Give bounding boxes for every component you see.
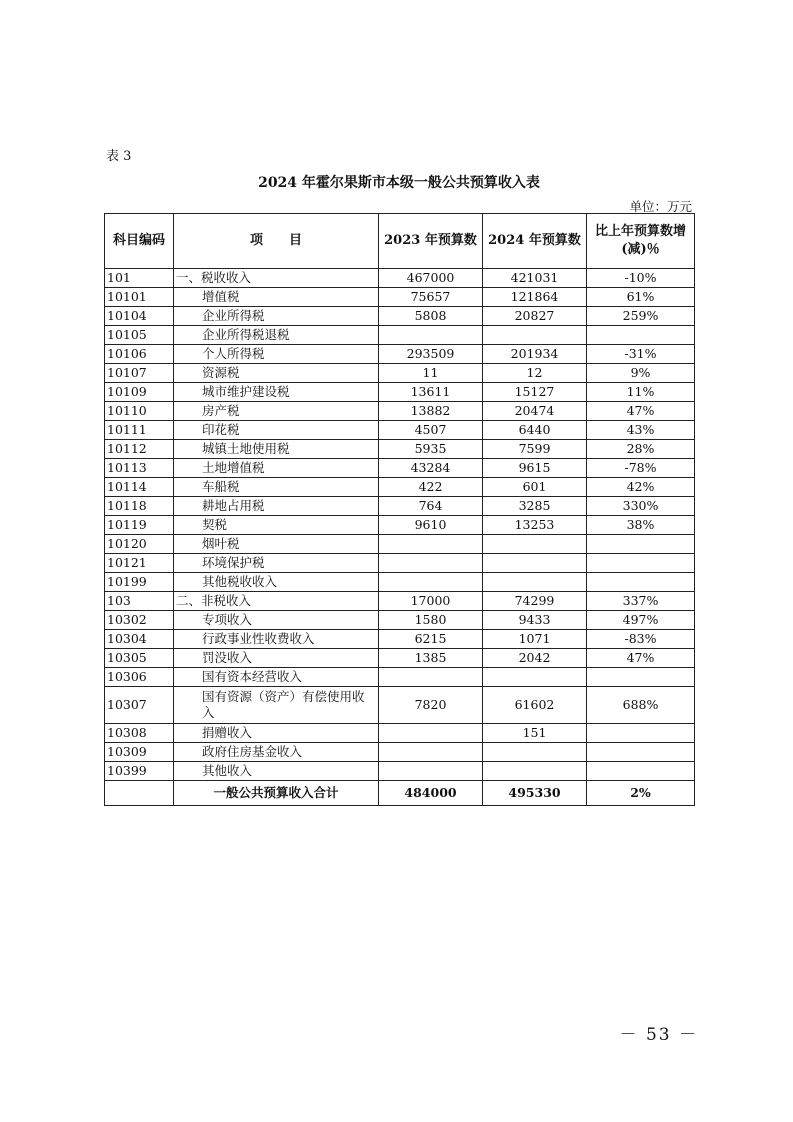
change-cell: -78%	[587, 459, 695, 478]
budget-2023-cell: 13611	[379, 383, 483, 402]
change-cell	[587, 724, 695, 743]
code-cell: 10109	[105, 383, 174, 402]
budget-2023-cell: 17000	[379, 592, 483, 611]
budget-2024-cell: 9615	[483, 459, 587, 478]
budget-2023-cell: 7820	[379, 687, 483, 724]
item-cell: 车船税	[174, 478, 379, 497]
change-cell: 38%	[587, 516, 695, 535]
code-cell: 10307	[105, 687, 174, 724]
table-row	[105, 440, 695, 459]
table-row	[105, 497, 695, 516]
budget-2023-cell: 13882	[379, 402, 483, 421]
code-cell: 10199	[105, 573, 174, 592]
table-row	[105, 364, 695, 383]
table-row	[105, 307, 695, 326]
table-row	[105, 326, 695, 345]
item-cell: 环境保护税	[174, 554, 379, 573]
budget-2023-cell: 293509	[379, 345, 483, 364]
budget-2024-cell: 421031	[483, 269, 587, 288]
code-cell: 103	[105, 592, 174, 611]
budget-2023-cell: 5935	[379, 440, 483, 459]
change-cell	[587, 762, 695, 781]
budget-2023-cell	[379, 554, 483, 573]
code-cell: 10110	[105, 402, 174, 421]
code-cell: 10111	[105, 421, 174, 440]
budget-2023-cell: 422	[379, 478, 483, 497]
budget-revenue-table	[104, 213, 695, 806]
change-cell: 259%	[587, 307, 695, 326]
item-cell: 土地增值税	[174, 459, 379, 478]
budget-2023-cell	[379, 724, 483, 743]
code-cell: 10114	[105, 478, 174, 497]
code-cell: 10119	[105, 516, 174, 535]
change-cell: 47%	[587, 649, 695, 668]
table-row	[105, 402, 695, 421]
change-cell: 337%	[587, 592, 695, 611]
budget-2023-cell: 11	[379, 364, 483, 383]
change-cell: 688%	[587, 687, 695, 724]
header-change-percent: 比上年预算数增(减)％	[587, 214, 695, 269]
item-cell: 烟叶税	[174, 535, 379, 554]
code-cell: 10118	[105, 497, 174, 516]
change-cell: 9%	[587, 364, 695, 383]
change-cell: 497%	[587, 611, 695, 630]
table-row	[105, 459, 695, 478]
header-budget-2024: 2024 年预算数	[483, 214, 587, 269]
budget-2024-cell	[483, 668, 587, 687]
code-cell: 10309	[105, 743, 174, 762]
item-cell: 行政事业性收费收入	[174, 630, 379, 649]
table-row	[105, 592, 695, 611]
code-cell: 10104	[105, 307, 174, 326]
budget-2024-cell: 3285	[483, 497, 587, 516]
code-cell: 10105	[105, 326, 174, 345]
item-cell: 其他收入	[174, 762, 379, 781]
header-budget-2023: 2023 年预算数	[379, 214, 483, 269]
item-cell: 增值税	[174, 288, 379, 307]
table-label: 表 3	[106, 149, 132, 164]
code-cell: 10304	[105, 630, 174, 649]
item-cell: 印花税	[174, 421, 379, 440]
budget-2024-cell: 201934	[483, 345, 587, 364]
change-cell: -10%	[587, 269, 695, 288]
budget-2024-cell: 20474	[483, 402, 587, 421]
budget-2024-cell: 13253	[483, 516, 587, 535]
total-label: 一般公共预算收入合计	[174, 781, 379, 806]
budget-2024-cell: 15127	[483, 383, 587, 402]
item-cell: 企业所得税退税	[174, 326, 379, 345]
code-cell: 10112	[105, 440, 174, 459]
table-row	[105, 573, 695, 592]
change-cell: 61%	[587, 288, 695, 307]
budget-2023-cell	[379, 743, 483, 762]
table-row	[105, 611, 695, 630]
budget-2024-cell: 74299	[483, 592, 587, 611]
table-row	[105, 345, 695, 364]
table-title: 2024 年霍尔果斯市本级一般公共预算收入表	[258, 175, 540, 191]
code-cell: 10302	[105, 611, 174, 630]
table-row	[105, 687, 695, 724]
budget-2024-cell: 151	[483, 724, 587, 743]
table-row	[105, 762, 695, 781]
budget-2024-cell: 7599	[483, 440, 587, 459]
item-cell: 资源税	[174, 364, 379, 383]
table-row	[105, 724, 695, 743]
change-cell	[587, 554, 695, 573]
change-cell	[587, 535, 695, 554]
budget-2023-cell: 5808	[379, 307, 483, 326]
budget-2023-cell: 1385	[379, 649, 483, 668]
item-cell: 企业所得税	[174, 307, 379, 326]
item-cell: 城市维护建设税	[174, 383, 379, 402]
item-cell: 其他税收收入	[174, 573, 379, 592]
table-row	[105, 516, 695, 535]
item-cell: 专项收入	[174, 611, 379, 630]
table-header-row	[105, 214, 695, 269]
code-cell: 10120	[105, 535, 174, 554]
table-row	[105, 383, 695, 402]
total-2024: 495330	[483, 781, 587, 806]
budget-2024-cell	[483, 743, 587, 762]
code-cell: 10306	[105, 668, 174, 687]
budget-2024-cell: 601	[483, 478, 587, 497]
header-item: 项 目	[174, 214, 379, 269]
budget-2024-cell: 9433	[483, 611, 587, 630]
item-cell: 二、非税收入	[174, 592, 379, 611]
change-cell: 330%	[587, 497, 695, 516]
change-cell	[587, 743, 695, 762]
change-cell: 47%	[587, 402, 695, 421]
table-row	[105, 535, 695, 554]
unit-label: 单位：万元	[629, 199, 692, 214]
item-cell: 国有资本经营收入	[174, 668, 379, 687]
budget-2023-cell	[379, 535, 483, 554]
budget-2023-cell: 43284	[379, 459, 483, 478]
change-cell: -31%	[587, 345, 695, 364]
code-cell: 101	[105, 269, 174, 288]
budget-2024-cell: 20827	[483, 307, 587, 326]
budget-2024-cell	[483, 326, 587, 345]
table-row	[105, 743, 695, 762]
budget-2024-cell: 2042	[483, 649, 587, 668]
item-cell: 城镇土地使用税	[174, 440, 379, 459]
item-cell: 捐赠收入	[174, 724, 379, 743]
budget-2023-cell: 75657	[379, 288, 483, 307]
table-row	[105, 630, 695, 649]
budget-2024-cell: 61602	[483, 687, 587, 724]
code-cell: 10308	[105, 724, 174, 743]
total-row	[105, 781, 695, 806]
budget-2024-cell: 12	[483, 364, 587, 383]
budget-2024-cell	[483, 762, 587, 781]
code-cell: 10106	[105, 345, 174, 364]
code-cell: 10121	[105, 554, 174, 573]
budget-2024-cell	[483, 535, 587, 554]
budget-2023-cell: 764	[379, 497, 483, 516]
change-cell: -83%	[587, 630, 695, 649]
total-change: 2%	[587, 781, 695, 806]
budget-2024-cell	[483, 554, 587, 573]
change-cell: 43%	[587, 421, 695, 440]
budget-2023-cell: 1580	[379, 611, 483, 630]
table-row	[105, 421, 695, 440]
budget-2023-cell: 467000	[379, 269, 483, 288]
table-row	[105, 649, 695, 668]
table-row	[105, 478, 695, 497]
table-row	[105, 554, 695, 573]
budget-2023-cell	[379, 573, 483, 592]
code-cell: 10399	[105, 762, 174, 781]
change-cell	[587, 326, 695, 345]
total-2023: 484000	[379, 781, 483, 806]
change-cell	[587, 573, 695, 592]
budget-2024-cell	[483, 573, 587, 592]
item-cell: 一、税收收入	[174, 269, 379, 288]
change-cell	[587, 668, 695, 687]
item-cell: 个人所得税	[174, 345, 379, 364]
budget-2023-cell	[379, 326, 483, 345]
item-cell: 罚没收入	[174, 649, 379, 668]
budget-2023-cell: 9610	[379, 516, 483, 535]
table-row	[105, 269, 695, 288]
table-row	[105, 668, 695, 687]
budget-2024-cell: 1071	[483, 630, 587, 649]
budget-2023-cell	[379, 762, 483, 781]
budget-2023-cell: 6215	[379, 630, 483, 649]
change-cell: 11%	[587, 383, 695, 402]
item-cell: 耕地占用税	[174, 497, 379, 516]
header-subject-code: 科目编码	[105, 214, 174, 269]
budget-2024-cell: 121864	[483, 288, 587, 307]
item-cell: 契税	[174, 516, 379, 535]
change-cell: 42%	[587, 478, 695, 497]
code-cell: 10305	[105, 649, 174, 668]
budget-2023-cell: 4507	[379, 421, 483, 440]
total-code	[105, 781, 174, 806]
page-number: － 53 －	[619, 1025, 698, 1045]
item-cell: 政府住房基金收入	[174, 743, 379, 762]
budget-2024-cell: 6440	[483, 421, 587, 440]
change-cell: 28%	[587, 440, 695, 459]
budget-2023-cell	[379, 668, 483, 687]
code-cell: 10101	[105, 288, 174, 307]
code-cell: 10107	[105, 364, 174, 383]
item-cell: 房产税	[174, 402, 379, 421]
table-row	[105, 288, 695, 307]
code-cell: 10113	[105, 459, 174, 478]
item-cell: 国有资源（资产）有偿使用收入	[174, 687, 379, 724]
